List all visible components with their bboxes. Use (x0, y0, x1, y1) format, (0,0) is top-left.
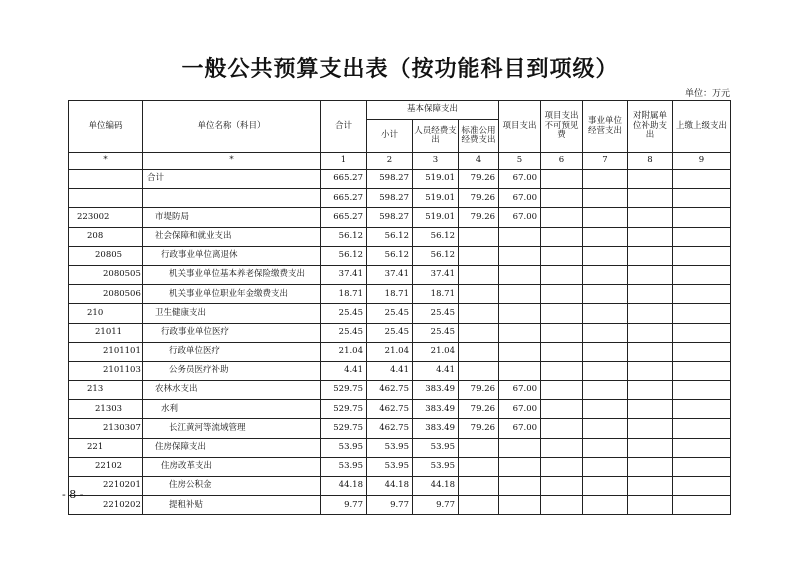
cell-subsidy (628, 438, 673, 457)
cell-name: 行政事业单位离退休 (143, 246, 321, 265)
cell-upper (673, 361, 731, 380)
cell-public: 79.26 (459, 381, 499, 400)
cell-total: 25.45 (321, 323, 367, 342)
index-cell: 9 (673, 153, 731, 170)
cell-code: 2080506 (69, 285, 143, 304)
cell-business (583, 265, 628, 284)
table-row (69, 265, 731, 284)
cell-project: 67.00 (499, 419, 541, 438)
cell-total: 665.27 (321, 208, 367, 227)
cell-upper (673, 323, 731, 342)
cell-subsidy (628, 170, 673, 189)
cell-subsidy (628, 496, 673, 515)
cell-name: 机关事业单位基本养老保险缴费支出 (143, 265, 321, 284)
cell-code: 21011 (69, 323, 143, 342)
cell-unforeseen (541, 170, 583, 189)
cell-public (459, 342, 499, 361)
table-row (69, 170, 731, 189)
cell-code: 22102 (69, 457, 143, 476)
cell-code (69, 170, 143, 189)
index-cell: 7 (583, 153, 628, 170)
cell-business (583, 438, 628, 457)
page-title: 一般公共预算支出表（按功能科目到项级） (181, 57, 619, 82)
table-row (69, 361, 731, 380)
cell-total: 4.41 (321, 361, 367, 380)
cell-project (499, 246, 541, 265)
cell-subsidy (628, 457, 673, 476)
cell-total: 529.75 (321, 400, 367, 419)
cell-subtotal: 598.27 (367, 189, 413, 208)
cell-personnel: 519.01 (413, 170, 459, 189)
cell-upper (673, 265, 731, 284)
cell-code: 213 (69, 381, 143, 400)
cell-unforeseen (541, 189, 583, 208)
cell-public (459, 323, 499, 342)
unit-label: 单位：万元 (684, 89, 730, 99)
cell-subtotal: 37.41 (367, 265, 413, 284)
cell-name: 住房保障支出 (143, 438, 321, 457)
cell-upper (673, 304, 731, 323)
index-cell: 1 (321, 153, 367, 170)
cell-subsidy (628, 208, 673, 227)
cell-name: 行政单位医疗 (143, 342, 321, 361)
header-subsidy: 对附属单位补助支出 (628, 101, 673, 153)
index-cell: 3 (413, 153, 459, 170)
cell-public (459, 265, 499, 284)
table-row (69, 400, 731, 419)
cell-public (459, 477, 499, 496)
cell-name: 公务员医疗补助 (143, 361, 321, 380)
cell-personnel: 383.49 (413, 419, 459, 438)
cell-total: 665.27 (321, 170, 367, 189)
cell-personnel: 9.77 (413, 496, 459, 515)
cell-total: 53.95 (321, 438, 367, 457)
cell-personnel: 53.95 (413, 438, 459, 457)
cell-project (499, 477, 541, 496)
cell-public (459, 285, 499, 304)
cell-personnel: 383.49 (413, 381, 459, 400)
cell-business (583, 457, 628, 476)
cell-subsidy (628, 361, 673, 380)
cell-personnel: 25.45 (413, 323, 459, 342)
cell-subsidy (628, 381, 673, 400)
header-basic: 基本保障支出 (367, 101, 499, 120)
cell-public: 79.26 (459, 419, 499, 438)
cell-subtotal: 56.12 (367, 227, 413, 246)
cell-business (583, 285, 628, 304)
cell-upper (673, 170, 731, 189)
cell-subtotal: 598.27 (367, 208, 413, 227)
cell-subsidy (628, 400, 673, 419)
cell-name: 行政事业单位医疗 (143, 323, 321, 342)
cell-business (583, 189, 628, 208)
cell-subtotal: 53.95 (367, 438, 413, 457)
cell-total: 44.18 (321, 477, 367, 496)
cell-upper (673, 381, 731, 400)
cell-subsidy (628, 477, 673, 496)
cell-unforeseen (541, 477, 583, 496)
header-code: 单位编码 (69, 101, 143, 153)
cell-public (459, 361, 499, 380)
cell-upper (673, 246, 731, 265)
cell-unforeseen (541, 323, 583, 342)
cell-upper (673, 285, 731, 304)
cell-project (499, 304, 541, 323)
header-business: 事业单位经营支出 (583, 101, 628, 153)
cell-name (143, 189, 321, 208)
cell-project: 67.00 (499, 208, 541, 227)
cell-personnel: 4.41 (413, 361, 459, 380)
header-personnel: 人员经费支出 (413, 120, 459, 153)
cell-name: 长江黄河等流域管理 (143, 419, 321, 438)
cell-public: 79.26 (459, 189, 499, 208)
cell-project (499, 227, 541, 246)
cell-name: 市堤防局 (143, 208, 321, 227)
header-subtotal: 小计 (367, 120, 413, 153)
table-row (69, 438, 731, 457)
cell-subsidy (628, 189, 673, 208)
cell-project (499, 323, 541, 342)
table-row (69, 189, 731, 208)
cell-project (499, 342, 541, 361)
cell-upper (673, 227, 731, 246)
cell-total: 529.75 (321, 381, 367, 400)
cell-personnel: 56.12 (413, 227, 459, 246)
cell-upper (673, 189, 731, 208)
table-row (69, 496, 731, 515)
cell-business (583, 400, 628, 419)
cell-public (459, 438, 499, 457)
cell-unforeseen (541, 400, 583, 419)
cell-unforeseen (541, 246, 583, 265)
table-row (69, 246, 731, 265)
cell-unforeseen (541, 457, 583, 476)
cell-personnel: 44.18 (413, 477, 459, 496)
cell-subsidy (628, 246, 673, 265)
cell-subsidy (628, 304, 673, 323)
cell-business (583, 208, 628, 227)
cell-unforeseen (541, 227, 583, 246)
cell-subtotal: 9.77 (367, 496, 413, 515)
cell-business (583, 304, 628, 323)
header-upper: 上缴上级支出 (673, 101, 731, 153)
cell-unforeseen (541, 496, 583, 515)
table-row (69, 227, 731, 246)
index-cell: 2 (367, 153, 413, 170)
cell-subtotal: 462.75 (367, 400, 413, 419)
cell-business (583, 323, 628, 342)
cell-code: 2130307 (69, 419, 143, 438)
index-cell: 5 (499, 153, 541, 170)
cell-project (499, 361, 541, 380)
cell-upper (673, 342, 731, 361)
cell-project (499, 285, 541, 304)
cell-upper (673, 496, 731, 515)
cell-total: 18.71 (321, 285, 367, 304)
cell-unforeseen (541, 361, 583, 380)
cell-code: 210 (69, 304, 143, 323)
cell-subtotal: 53.95 (367, 457, 413, 476)
cell-unforeseen (541, 265, 583, 284)
cell-code: 2101103 (69, 361, 143, 380)
cell-name: 机关事业单位职业年金缴费支出 (143, 285, 321, 304)
cell-name: 合计 (143, 170, 321, 189)
cell-project: 67.00 (499, 189, 541, 208)
cell-subtotal: 598.27 (367, 170, 413, 189)
cell-code (69, 189, 143, 208)
cell-public: 79.26 (459, 208, 499, 227)
budget-table (68, 100, 731, 515)
cell-code: 20805 (69, 246, 143, 265)
cell-subtotal: 21.04 (367, 342, 413, 361)
cell-upper (673, 208, 731, 227)
cell-personnel: 18.71 (413, 285, 459, 304)
table-row (69, 457, 731, 476)
cell-project (499, 265, 541, 284)
cell-code: 2101101 (69, 342, 143, 361)
cell-business (583, 227, 628, 246)
cell-public (459, 246, 499, 265)
table-row (69, 208, 731, 227)
cell-business (583, 477, 628, 496)
table-row (69, 285, 731, 304)
cell-code: 223002 (69, 208, 143, 227)
cell-total: 53.95 (321, 457, 367, 476)
header-total: 合计 (321, 101, 367, 153)
table-row (69, 304, 731, 323)
cell-total: 9.77 (321, 496, 367, 515)
header-project: 项目支出 (499, 101, 541, 153)
cell-total: 25.45 (321, 304, 367, 323)
cell-upper (673, 457, 731, 476)
cell-personnel: 53.95 (413, 457, 459, 476)
cell-project: 67.00 (499, 170, 541, 189)
cell-unforeseen (541, 285, 583, 304)
cell-business (583, 496, 628, 515)
cell-code: 21303 (69, 400, 143, 419)
cell-business (583, 361, 628, 380)
cell-subtotal: 25.45 (367, 323, 413, 342)
cell-total: 529.75 (321, 419, 367, 438)
cell-personnel: 519.01 (413, 189, 459, 208)
cell-personnel: 21.04 (413, 342, 459, 361)
table-row (69, 419, 731, 438)
cell-subsidy (628, 227, 673, 246)
table-row (69, 477, 731, 496)
cell-project: 67.00 (499, 400, 541, 419)
cell-unforeseen (541, 304, 583, 323)
cell-public (459, 496, 499, 515)
cell-code: 2210202 (69, 496, 143, 515)
cell-project (499, 457, 541, 476)
table-row (69, 323, 731, 342)
cell-subtotal: 44.18 (367, 477, 413, 496)
cell-subsidy (628, 342, 673, 361)
cell-upper (673, 400, 731, 419)
cell-project (499, 438, 541, 457)
index-cell: * (143, 153, 321, 170)
cell-public: 79.26 (459, 170, 499, 189)
cell-personnel: 519.01 (413, 208, 459, 227)
cell-public (459, 227, 499, 246)
cell-subsidy (628, 285, 673, 304)
cell-subtotal: 18.71 (367, 285, 413, 304)
cell-total: 56.12 (321, 246, 367, 265)
cell-upper (673, 477, 731, 496)
cell-public (459, 304, 499, 323)
page-number: - 8 - (62, 488, 84, 501)
header-unforeseen: 项目支出不可预见费 (541, 101, 583, 153)
cell-business (583, 381, 628, 400)
cell-personnel: 37.41 (413, 265, 459, 284)
cell-subtotal: 462.75 (367, 381, 413, 400)
cell-name: 水利 (143, 400, 321, 419)
cell-project: 67.00 (499, 381, 541, 400)
cell-project (499, 496, 541, 515)
index-cell: * (69, 153, 143, 170)
cell-business (583, 246, 628, 265)
cell-code: 221 (69, 438, 143, 457)
index-cell: 8 (628, 153, 673, 170)
cell-total: 665.27 (321, 189, 367, 208)
cell-public (459, 457, 499, 476)
table-row (69, 342, 731, 361)
cell-subtotal: 25.45 (367, 304, 413, 323)
cell-subtotal: 4.41 (367, 361, 413, 380)
cell-code: 208 (69, 227, 143, 246)
cell-personnel: 25.45 (413, 304, 459, 323)
cell-unforeseen (541, 419, 583, 438)
cell-name: 住房公积金 (143, 477, 321, 496)
cell-business (583, 342, 628, 361)
cell-upper (673, 419, 731, 438)
cell-unforeseen (541, 438, 583, 457)
cell-subsidy (628, 323, 673, 342)
cell-name: 农林水支出 (143, 381, 321, 400)
cell-subtotal: 56.12 (367, 246, 413, 265)
cell-subtotal: 462.75 (367, 419, 413, 438)
cell-name: 社会保障和就业支出 (143, 227, 321, 246)
cell-total: 37.41 (321, 265, 367, 284)
cell-code: 2210201 (69, 477, 143, 496)
cell-unforeseen (541, 208, 583, 227)
cell-unforeseen (541, 342, 583, 361)
cell-subsidy (628, 419, 673, 438)
cell-personnel: 383.49 (413, 400, 459, 419)
cell-total: 21.04 (321, 342, 367, 361)
cell-name: 提租补贴 (143, 496, 321, 515)
cell-unforeseen (541, 381, 583, 400)
cell-business (583, 170, 628, 189)
index-row (69, 153, 731, 170)
index-cell: 4 (459, 153, 499, 170)
cell-personnel: 56.12 (413, 246, 459, 265)
table-row (69, 381, 731, 400)
cell-name: 住房改革支出 (143, 457, 321, 476)
cell-name: 卫生健康支出 (143, 304, 321, 323)
index-cell: 6 (541, 153, 583, 170)
cell-upper (673, 438, 731, 457)
header-name: 单位名称（科目） (143, 101, 321, 153)
cell-business (583, 419, 628, 438)
cell-code: 2080505 (69, 265, 143, 284)
cell-public: 79.26 (459, 400, 499, 419)
cell-subsidy (628, 265, 673, 284)
header-public: 标准公用经费支出 (459, 120, 499, 153)
cell-total: 56.12 (321, 227, 367, 246)
